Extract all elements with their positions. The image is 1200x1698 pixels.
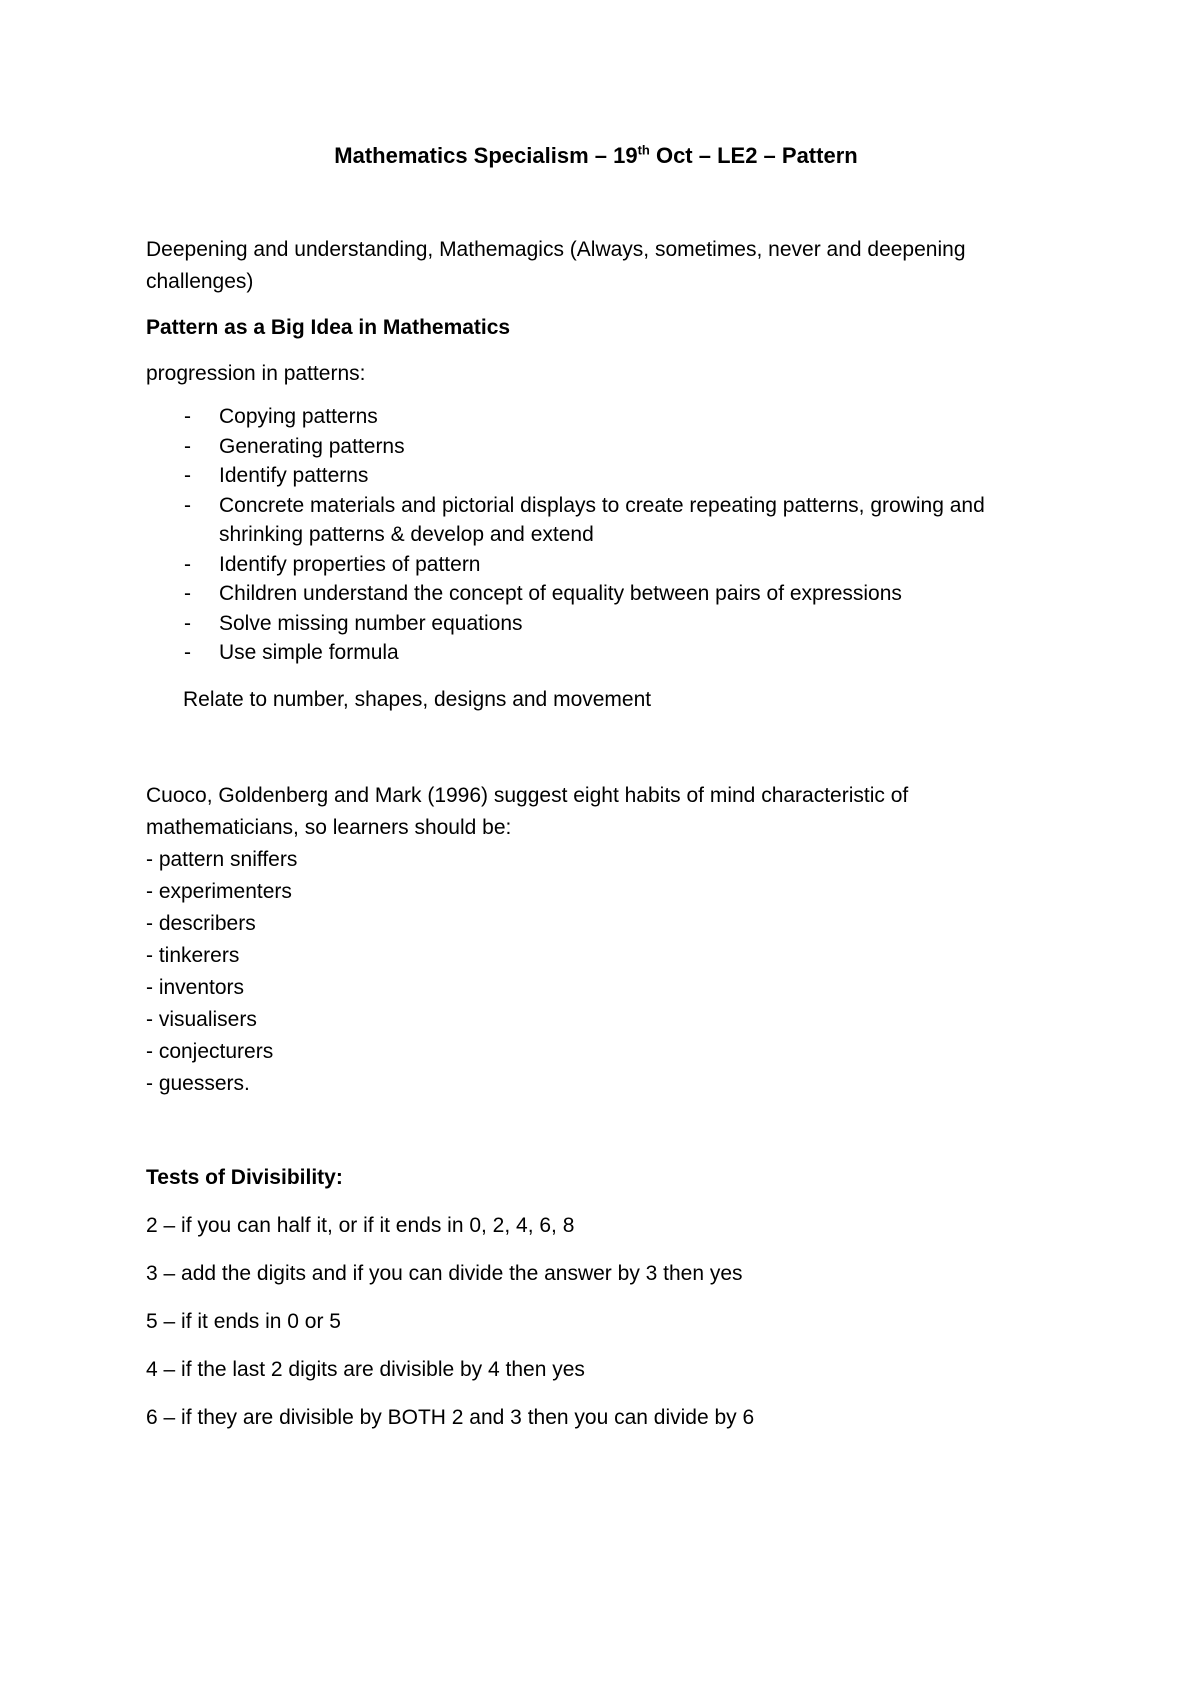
relate-paragraph: Relate to number, shapes, designs and movement bbox=[183, 687, 652, 711]
dash-bullet: - bbox=[184, 611, 191, 635]
divisibility-rule: 6 – if they are divisible by BOTH 2 and 3 then you can divide by 6 bbox=[146, 1405, 755, 1429]
list-item-text: Copying patterns bbox=[219, 405, 378, 428]
list-item bbox=[146, 491, 1046, 550]
pattern-heading: Pattern as a Big Idea in Mathematics bbox=[146, 316, 511, 339]
divisibility-rule: 2 – if you can half it, or if it ends in 0, 2, 4, 6, 8 bbox=[146, 1213, 575, 1237]
list-item bbox=[146, 609, 1046, 639]
habits-list bbox=[146, 844, 1046, 1100]
list-item bbox=[146, 638, 1046, 668]
habits-intro: Cuoco, Goldenberg and Mark (1996) suggest eight habits of mind characteristic of mathematicians, so learners should be: bbox=[146, 783, 909, 839]
list-item: - guessers. bbox=[146, 1071, 250, 1095]
intro-paragraph: Deepening and understanding, Mathemagics (Always, sometimes, never and deepening challenges) bbox=[146, 238, 966, 293]
list-item bbox=[146, 402, 1046, 432]
list-item: - pattern sniffers bbox=[146, 847, 298, 871]
list-item: - tinkerers bbox=[146, 943, 240, 967]
list-item-text: Use simple formula bbox=[219, 641, 399, 664]
list-item-text: Solve missing number equations bbox=[219, 611, 523, 635]
list-item: - experimenters bbox=[146, 879, 292, 903]
dash-bullet: - bbox=[184, 582, 191, 605]
divisibility-rule: 5 – if it ends in 0 or 5 bbox=[146, 1309, 341, 1333]
divisibility-heading: Tests of Divisibility: bbox=[146, 1165, 343, 1189]
list-item-text: Concrete materials and pictorial displays to create repeating patterns, growing and shrinking patterns & develop and extend bbox=[219, 493, 985, 546]
list-item-text: Identify properties of pattern bbox=[219, 552, 481, 576]
list-item bbox=[146, 579, 1046, 609]
divisibility-rule: 4 – if the last 2 digits are divisible by 4 then yes bbox=[146, 1357, 585, 1381]
title-superscript: th bbox=[637, 142, 650, 158]
progression-list bbox=[146, 402, 1046, 668]
list-item: - inventors bbox=[146, 975, 245, 999]
dash-bullet: - bbox=[184, 493, 191, 517]
list-item: - conjecturers bbox=[146, 1039, 274, 1063]
progression-label: progression in patterns: bbox=[146, 362, 366, 385]
title-rest: Oct – LE2 – Pattern bbox=[649, 143, 858, 168]
spacer bbox=[146, 732, 1046, 780]
list-item-text: Generating patterns bbox=[219, 434, 405, 458]
document-content bbox=[146, 140, 1046, 1450]
title-main: Mathematics Specialism – 19 bbox=[334, 143, 638, 168]
dash-bullet: - bbox=[184, 552, 191, 576]
dash-bullet: - bbox=[184, 641, 191, 664]
dash-bullet: - bbox=[184, 405, 191, 428]
list-item bbox=[146, 432, 1046, 462]
list-item-text: Identify patterns bbox=[219, 464, 369, 487]
dash-bullet: - bbox=[184, 464, 191, 487]
list-item: - visualisers bbox=[146, 1007, 257, 1031]
list-item bbox=[146, 461, 1046, 491]
spacer bbox=[146, 1100, 1046, 1162]
dash-bullet: - bbox=[184, 434, 191, 458]
divisibility-rule: 3 – add the digits and if you can divide the answer by 3 then yes bbox=[146, 1261, 743, 1285]
list-item: - describers bbox=[146, 911, 256, 935]
list-item-text: Children understand the concept of equality between pairs of expressions bbox=[219, 582, 902, 605]
page-title bbox=[146, 140, 1046, 172]
list-item bbox=[146, 550, 1046, 580]
